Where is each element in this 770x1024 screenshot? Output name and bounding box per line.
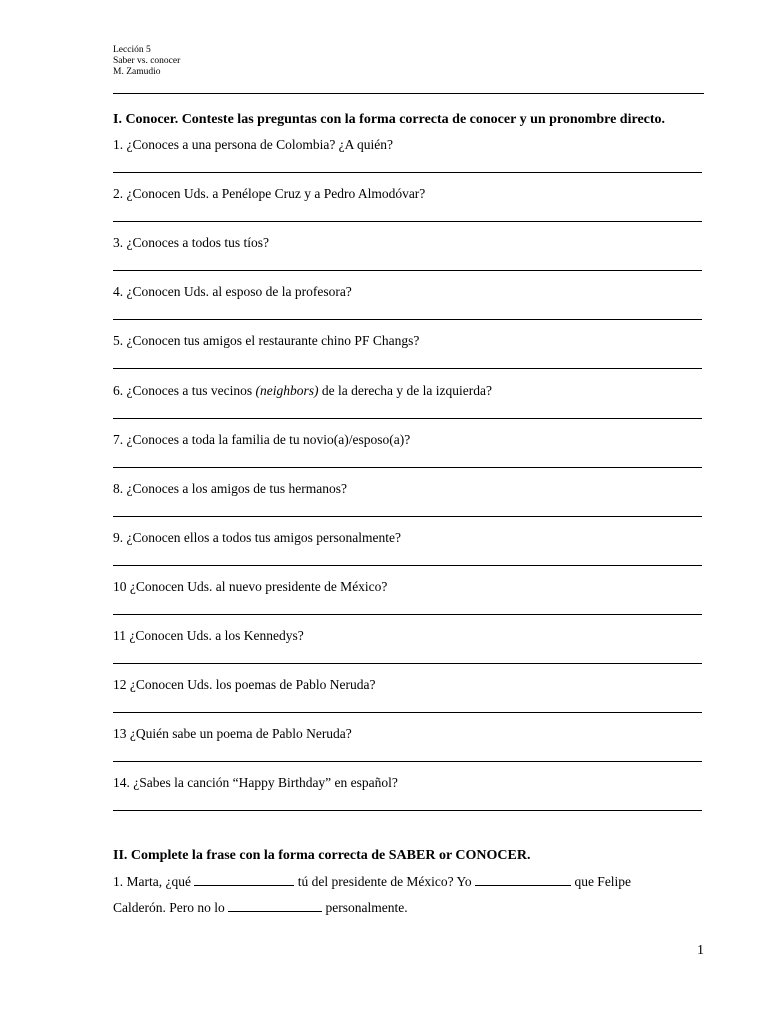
question-text-part: de la derecha y de la izquierda? bbox=[318, 382, 492, 398]
question-text: 1. ¿Conoces a una persona de Colombia? ¿A quién? bbox=[113, 137, 394, 152]
header-divider bbox=[113, 93, 704, 94]
sentence-text: que Felipe bbox=[571, 874, 632, 889]
fill-in-sentence-line-1 bbox=[113, 873, 631, 890]
question-text: 13 ¿Quién sabe un poema de Pablo Neruda? bbox=[113, 726, 352, 742]
fill-in-sentence-line-2 bbox=[113, 899, 408, 916]
section-2-title: II. Complete la frase con la forma correcta de SABER or CONOCER. bbox=[113, 848, 531, 863]
question-text bbox=[113, 383, 492, 399]
fill-in-blank[interactable] bbox=[475, 873, 571, 886]
lesson-label: Lección 5 bbox=[113, 45, 151, 55]
question-text: 14. ¿Sabes la canción “Happy Birthday” en español? bbox=[113, 775, 398, 791]
question-text: 3. ¿Conoces a todos tus tíos? bbox=[113, 235, 269, 251]
question-text: 5. ¿Conocen tus amigos el restaurante chino PF Changs? bbox=[113, 333, 420, 349]
sentence-text: personalmente. bbox=[322, 900, 408, 915]
answer-line[interactable] bbox=[113, 221, 702, 222]
question-text: 7. ¿Conoces a toda la familia de tu novio(a)/esposo(a)? bbox=[113, 431, 411, 447]
answer-line[interactable] bbox=[113, 319, 702, 320]
answer-line[interactable] bbox=[113, 516, 702, 517]
answer-line[interactable] bbox=[113, 172, 702, 173]
answer-line[interactable] bbox=[113, 712, 702, 713]
section-1-title: I. Conocer. Conteste las preguntas con la forma correcta de conocer y un pronombre directo. bbox=[113, 112, 666, 127]
answer-line[interactable] bbox=[113, 810, 702, 811]
page-number: 1 bbox=[697, 943, 704, 958]
answer-line[interactable] bbox=[113, 418, 702, 419]
author-label: M. Zamudio bbox=[113, 67, 161, 77]
question-text: 2. ¿Conocen Uds. a Penélope Cruz y a Pedro Almodóvar? bbox=[113, 186, 426, 202]
question-text: 10 ¿Conocen Uds. al nuevo presidente de México? bbox=[113, 578, 388, 594]
answer-line[interactable] bbox=[113, 270, 702, 271]
sentence-text: Calderón. Pero no lo bbox=[113, 900, 229, 915]
question-text: 4. ¿Conocen Uds. al esposo de la profesora? bbox=[113, 284, 352, 300]
answer-line[interactable] bbox=[113, 368, 702, 369]
topic-label: Saber vs. conocer bbox=[113, 56, 181, 66]
question-gloss: (neighbors) bbox=[255, 382, 319, 398]
question-text-part: 6. ¿Conoces a tus vecinos bbox=[113, 382, 256, 398]
question-text: 12 ¿Conocen Uds. los poemas de Pablo Neruda? bbox=[113, 677, 376, 693]
answer-line[interactable] bbox=[113, 663, 702, 664]
sentence-text: tú del presidente de México? Yo bbox=[294, 874, 476, 889]
answer-line[interactable] bbox=[113, 565, 702, 566]
answer-line[interactable] bbox=[113, 467, 702, 468]
question-text: 9. ¿Conocen ellos a todos tus amigos personalmente? bbox=[113, 529, 401, 545]
question-text: 8. ¿Conoces a los amigos de tus hermanos? bbox=[113, 480, 347, 496]
question-text: 11 ¿Conocen Uds. a los Kennedys? bbox=[113, 628, 304, 643]
sentence-text: 1. Marta, ¿qué bbox=[113, 874, 195, 889]
page-header bbox=[113, 45, 180, 78]
answer-line[interactable] bbox=[113, 614, 702, 615]
answer-line[interactable] bbox=[113, 761, 702, 762]
fill-in-blank[interactable] bbox=[194, 873, 294, 886]
fill-in-blank[interactable] bbox=[228, 899, 322, 912]
